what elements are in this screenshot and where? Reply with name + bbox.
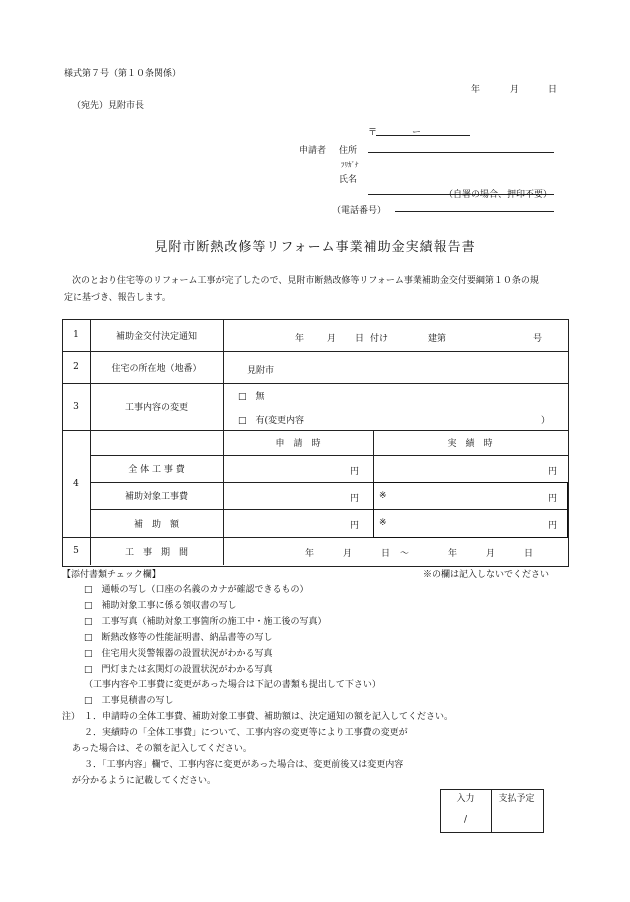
row4-item-subsidy-amount-mark: ※ — [379, 518, 387, 528]
name-label: 氏名 — [339, 175, 358, 185]
date-month: 月 — [510, 85, 520, 95]
date-year: 年 — [471, 85, 481, 95]
row4-item-total-actual-unit: 円 — [548, 467, 558, 477]
row4-item-subsidy-target-mark: ※ — [379, 491, 387, 501]
row3-close-paren: ） — [541, 416, 551, 426]
postal-line — [376, 135, 470, 136]
row5-month2: 月 — [486, 549, 496, 559]
phone-line — [395, 211, 554, 212]
row1-kenchiku: 建第 — [428, 334, 447, 344]
row3-no: 3 — [73, 401, 79, 412]
checklist-sub-note: （工事内容や工事費に変更があった場合は下記の書類も提出して下さい） — [84, 680, 381, 690]
row3-label: 工事内容の変更 — [124, 403, 188, 413]
row1-go: 号 — [533, 334, 543, 344]
document-title: 見附市断熱改修等リフォーム事業補助金実績報告書 — [154, 240, 476, 255]
postal-dash: ー — [412, 128, 422, 138]
checklist-item[interactable]: □ 工事写真（補助対象工事箇所の施工中・施工後の写真） — [84, 617, 327, 627]
row4-item-subsidy-amount-actual-unit: 円 — [548, 521, 558, 531]
phone-label: （電話番号） — [332, 206, 387, 216]
row5-month1: 月 — [343, 549, 353, 559]
checklist-note: ※の欄は記入しないでください — [423, 570, 550, 580]
row4-item-subsidy-amount-apply-unit: 円 — [350, 521, 360, 531]
row5-no: 5 — [73, 546, 79, 556]
row4-item-total-apply-unit: 円 — [350, 467, 360, 477]
row3-option-yes[interactable]: □ 有(変更内容 — [238, 416, 305, 426]
checklist-item[interactable]: □ 住宅用火災警報器の設置状況がわかる写真 — [84, 649, 273, 659]
note-line: ２．実績時の「全体工事費」について、工事内容の変更等により工事費の変更が — [84, 728, 408, 738]
row2-no: 2 — [73, 362, 79, 372]
row3-option-none[interactable]: □ 無 — [238, 392, 265, 402]
intro-line1: 次のとおり住宅等のリフォーム工事が完了したので、見附市断熱改修等リフォーム事業補助金交付要綱第１０条の規 — [72, 276, 539, 286]
furigana-label: ﾌﾘｶﾞﾅ — [341, 161, 359, 169]
checklist-item[interactable]: □ 補助対象工事に係る領収書の写し — [84, 601, 237, 611]
date-day: 日 — [548, 85, 558, 95]
postal-mark: 〒 — [368, 128, 378, 138]
row5-tilde: ～ — [400, 549, 410, 559]
office-use-box — [373, 482, 568, 538]
row4-item-total-label: 全 体 工 事 費 — [128, 465, 185, 475]
row1-no: 1 — [73, 330, 79, 340]
checklist-item[interactable]: □ 通帳の写し（口座の名義のカナが確認できるもの） — [84, 585, 309, 595]
address-line — [368, 152, 554, 153]
addressee: （宛先）見附市長 — [72, 101, 145, 111]
row2-value: 見附市 — [247, 366, 275, 376]
row5-day2: 日 — [524, 549, 534, 559]
checklist-item[interactable]: □ 門灯または玄関灯の設置状況がわかる写真 — [84, 665, 273, 675]
row1-label: 補助金交付決定通知 — [115, 331, 197, 342]
note-line: １．申請時の全体工事費、補助対象工事費、補助額は、決定通知の額を記入してください。 — [84, 712, 454, 722]
row1-day: 日 — [355, 334, 365, 344]
row4-item-subsidy-target-label: 補助対象工事費 — [124, 492, 188, 502]
checklist-heading: 【添付書類チェック欄】 — [62, 570, 161, 580]
note-line: ３．「工事内容」欄で、工事内容に変更があった場合は、変更前後又は変更内容 — [84, 760, 404, 770]
checklist-item[interactable]: □ 断熱改修等の性能証明書、納品書等の写し — [84, 633, 273, 643]
note-line: あった場合は、その額を記入してください。 — [72, 744, 252, 754]
applicant-label: 申請者 — [299, 146, 327, 156]
row5-label: 工 事 期 間 — [124, 547, 188, 558]
office-payment-label: 支払予定 — [498, 793, 535, 804]
row4-no: 4 — [73, 478, 79, 489]
row4-item-subsidy-target-actual-unit: 円 — [548, 494, 558, 504]
row5-year2: 年 — [448, 549, 458, 559]
row1-tsuke: 付け — [370, 334, 389, 344]
office-input-slash: / — [463, 815, 468, 825]
row4-col-actual: 実 績 時 — [447, 439, 493, 449]
row4-item-subsidy-amount-label: 補 助 額 — [133, 519, 179, 530]
address-label: 住所 — [339, 146, 358, 156]
row1-month: 月 — [327, 334, 337, 344]
row1-year: 年 — [295, 334, 305, 344]
intro-line2: 定に基づき、報告します。 — [64, 293, 171, 303]
row5-day1: 日 — [381, 549, 391, 559]
office-input-label: 入力 — [456, 793, 475, 804]
row4-item-subsidy-target-apply-unit: 円 — [350, 494, 360, 504]
note-line: が分かるように記載してください。 — [72, 776, 217, 786]
form-number: 様式第７号（第１０条関係） — [64, 69, 182, 79]
row4-col-apply: 申 請 時 — [275, 439, 321, 449]
checklist-item-extra[interactable]: □ 工事見積書の写し — [84, 696, 174, 706]
notes-label: 注） — [62, 712, 81, 722]
signature-note: （自署の場合、押印不要） — [444, 190, 553, 200]
row2-label: 住宅の所在地（地番） — [111, 363, 202, 374]
row5-year1: 年 — [305, 549, 315, 559]
